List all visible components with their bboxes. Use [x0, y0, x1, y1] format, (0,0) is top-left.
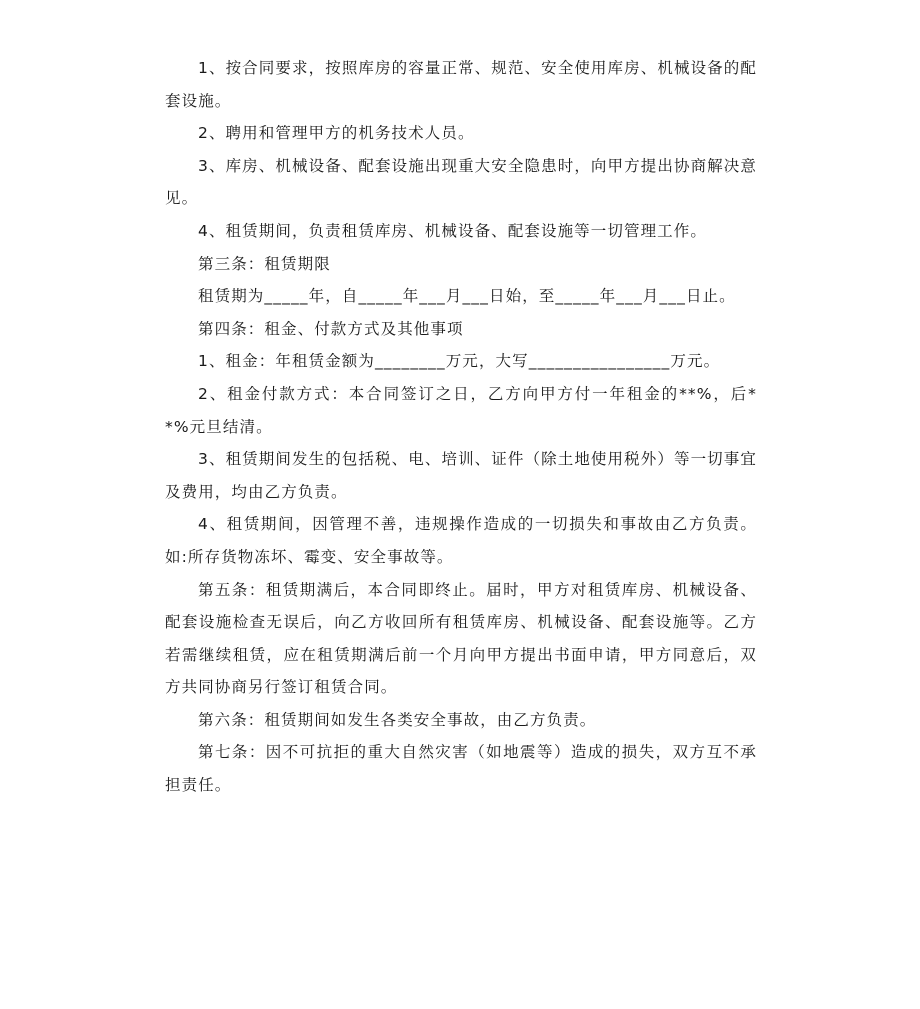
- article-3-heading: 第三条：租赁期限: [198, 254, 331, 273]
- rent-amount-text: 1、租金：年租赁金额为________万元，大写________________万元。: [198, 352, 721, 371]
- article-4-heading: 第四条：租金、付款方式及其他事项: [198, 319, 464, 338]
- clause-item-1: 1、按合同要求，按照库房的容量正常、规范、安全使用库房、机械设备的配套设施。: [165, 59, 757, 110]
- liability-text: 4、租赁期间，因管理不善，违规操作造成的一切损失和事故由乙方负责。如:所存货物冻坏、霉变、安全事故等。: [165, 515, 757, 566]
- fees-text: 3、租赁期间发生的包括税、电、培训、证件（除土地使用税外）等一切事宜及费用，均由乙方负责。: [165, 450, 757, 501]
- article-6-text: 第六条：租赁期间如发生各类安全事故，由乙方负责。: [198, 710, 597, 729]
- clause-item-3: 3、库房、机械设备、配套设施出现重大安全隐患时，向甲方提出协商解决意见。: [165, 156, 757, 208]
- lease-term-text: 租赁期为_____年，自_____年___月___日始，至_____年___月___日止。: [198, 287, 736, 306]
- article-5-text: 第五条：租赁期满后，本合同即终止。届时，甲方对租赁库房、机械设备、配套设施检查无误后，向乙方收回所有租赁库房、机械设备、配套设施等。乙方若需继续租赁，应在租赁期满后前一个月向甲方提出书面申请，甲方同意后，双方共同协商另行签订租赁合同。: [165, 580, 757, 697]
- clause-item-2: 2、聘用和管理甲方的机务技术人员。: [198, 124, 475, 143]
- payment-method-text: 2、租金付款方式：本合同签订之日，乙方向甲方付一年租金的**%，后**%元旦结清。: [165, 384, 757, 436]
- article-7-text: 第七条：因不可抗拒的重大自然灾害（如地震等）造成的损失，双方互不承担责任。: [165, 743, 757, 795]
- clause-item-4: 4、租赁期间，负责租赁库房、机械设备、配套设施等一切管理工作。: [198, 221, 707, 240]
- document-body: [165, 52, 757, 802]
